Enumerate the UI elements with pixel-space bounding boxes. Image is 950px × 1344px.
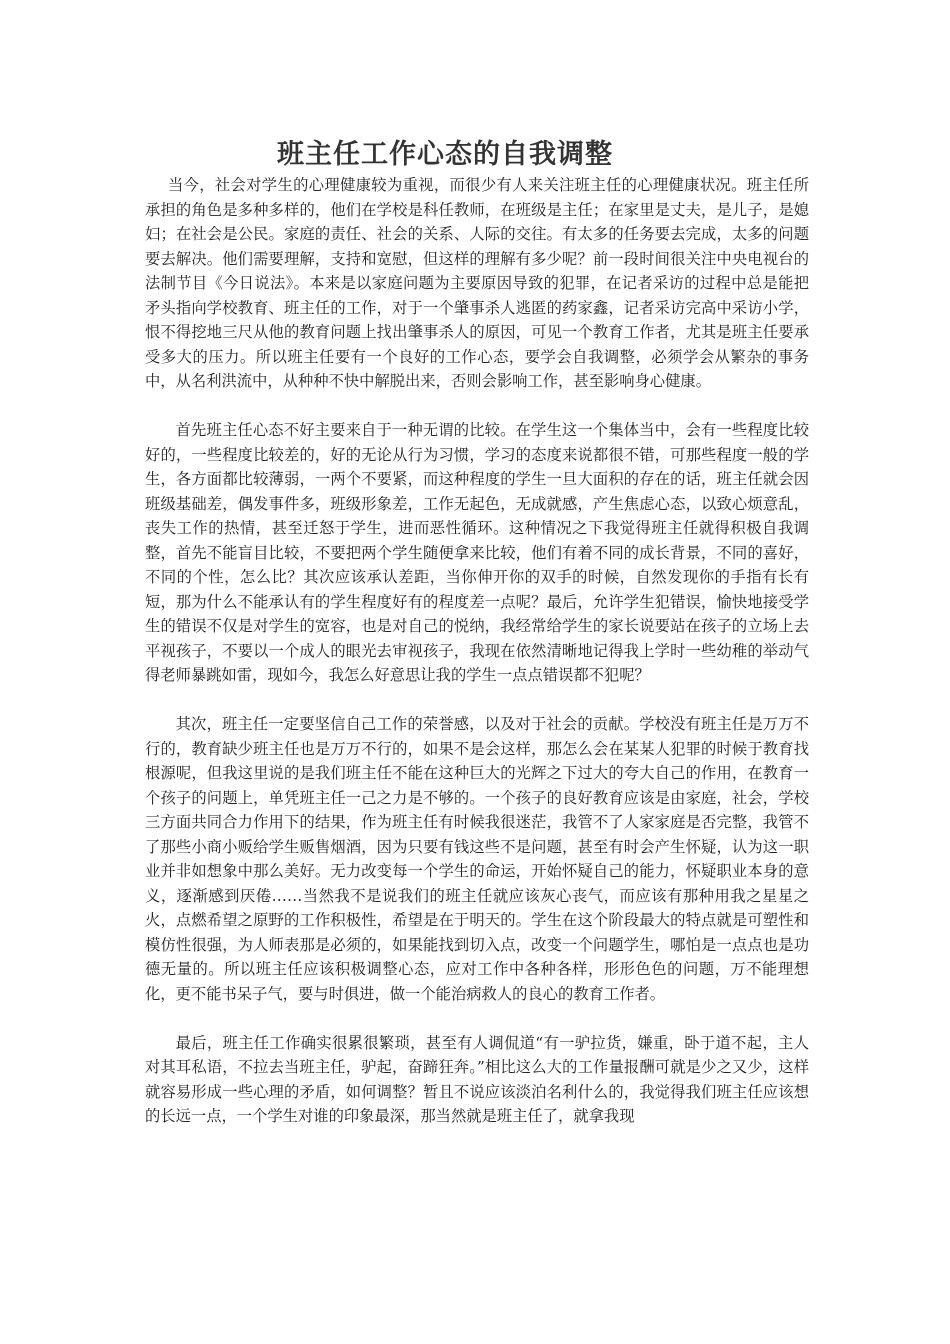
document-body: [145, 173, 809, 1153]
paragraph-last-point: 最后，班主任工作确实很累很繁琐，甚至有人调侃道“有一驴拉货，嫌重，卧于道不起，主人对其耳私语，不拉去当班主任，驴起，奋蹄狂奔。”相比这么大的工作量报酬可就是少之又少，这样就容易形成一些心理的矛盾，如何调整？暂且不说应该淡泊名利什么的，我觉得我们班主任应该想的长远一点，一个学生对谁的印象最深，那当然就是班主任了，就拿我现: [145, 1033, 809, 1125]
paragraph-second-point: 其次，班主任一定要坚信自己工作的荣誉感，以及对于社会的贡献。学校没有班主任是万万不行的，教育缺少班主任也是万万不行的，如果不是会这样，那怎么会在某某人犯罪的时候于教育找根源呢，但我这里说的是我们班主任不能在这种巨大的光辉之下过大的夸大自己的作用，在教育一个孩子的问题上，单凭班主任一己之力是不够的。一个孩子的良好教育应该是由家庭，社会，学校三方面共同合力作用下的结果，作为班主任有时候我很迷茫，我管不了人家家庭是否完整，我管不了那些小商小贩给学生贩售烟酒，因为只要有钱这些不是问题，甚至有时会产生怀疑，认为这一职业并非如想象中那么美好。无力改变每一个学生的命运，开始怀疑自己的能力，怀疑职业本身的意义，逐渐感到厌倦……当然我不是说我们的班主任就应该灰心丧气，而应该有那种用我之星星之火，点燃希望之原野的工作积极性，希望是在于明天的。学生在这个阶段最大的特点就是可塑性和模仿性很强，为人师表那是必须的，如果能找到切入点，改变一个问题学生，哪怕是一点点也是功德无量的。所以班主任应该积极调整心态，应对工作中各种各样，形形色色的问题，万不能理想化，更不能书呆子气，要与时俱进，做一个能治病救人的良心的教育工作者。: [145, 715, 809, 1003]
paragraph-intro: 当今，社会对学生的心理健康较为重视，而很少有人来关注班主任的心理健康状况。班主任所承担的角色是多种多样的，他们在学校是科任教师，在班级是主任；在家里是丈夫，是儿子，是媳妇；在社会是公民。家庭的责任、社会的关系、人际的交往。有太多的任务要去完成，太多的问题要去解决。他们需要理解，支持和宽慰，但这样的理解有多少呢？前一段时间很关注中央电视台的法制节目《今日说法》。本来是以家庭问题为主要原因导致的犯罪，在记者采访的过程中总是能把矛头指向学校教育、班主任的工作，对于一个肇事杀人逃匿的药家鑫，记者采访完高中采访小学，恨不得挖地三尺从他的教育问题上找出肇事杀人的原因，可见一个教育工作者，尤其是班主任要承受多大的压力。所以班主任要有一个良好的工作心态，要学会自我调整，必须学会从繁杂的事务中，从名利洪流中，从种种不快中解脱出来，否则会影响工作，甚至影响身心健康。: [145, 176, 809, 390]
document-title: 班主任工作心态的自我调整: [277, 139, 613, 170]
paragraph-first-point: 首先班主任心态不好主要来自于一种无谓的比较。在学生这一个集体当中，会有一些程度比较好的，一些程度比较差的，好的无论从行为习惯，学习的态度来说都很不错，可那些程度一般的学生，各方面都比较薄弱，一两个不要紧，而这种程度的学生一旦大面积的存在的话，班主任就会因班级基础差，偶发事件多，班级形象差，工作无起色，无成就感，产生焦虑心态，以致心烦意乱，丧失工作的热情，甚至迁怒于学生，进而恶性循环。这种情况之下我觉得班主任就得积极自我调整，首先不能盲目比较，不要把两个学生随便拿来比较，他们有着不同的成长背景，不同的喜好，不同的个性，怎么比？其次应该承认差距，当你伸开你的双手的时候，自然发现你的手指有长有短，那为什么不能承认有的学生程度好有的程度差一点呢？最后，允许学生犯错误，愉快地接受学生的错误不仅是对学生的宽容，也是对自己的悦纳，我经常给学生的家长说要站在孩子的立场上去平视孩子，不要以一个成人的眼光去审视孩子，我现在依然清晰地记得我上学时一些幼稚的举动气得老师暴跳如雷，现如今，我怎么好意思让我的学生一点点错误都不犯呢？: [145, 421, 809, 684]
